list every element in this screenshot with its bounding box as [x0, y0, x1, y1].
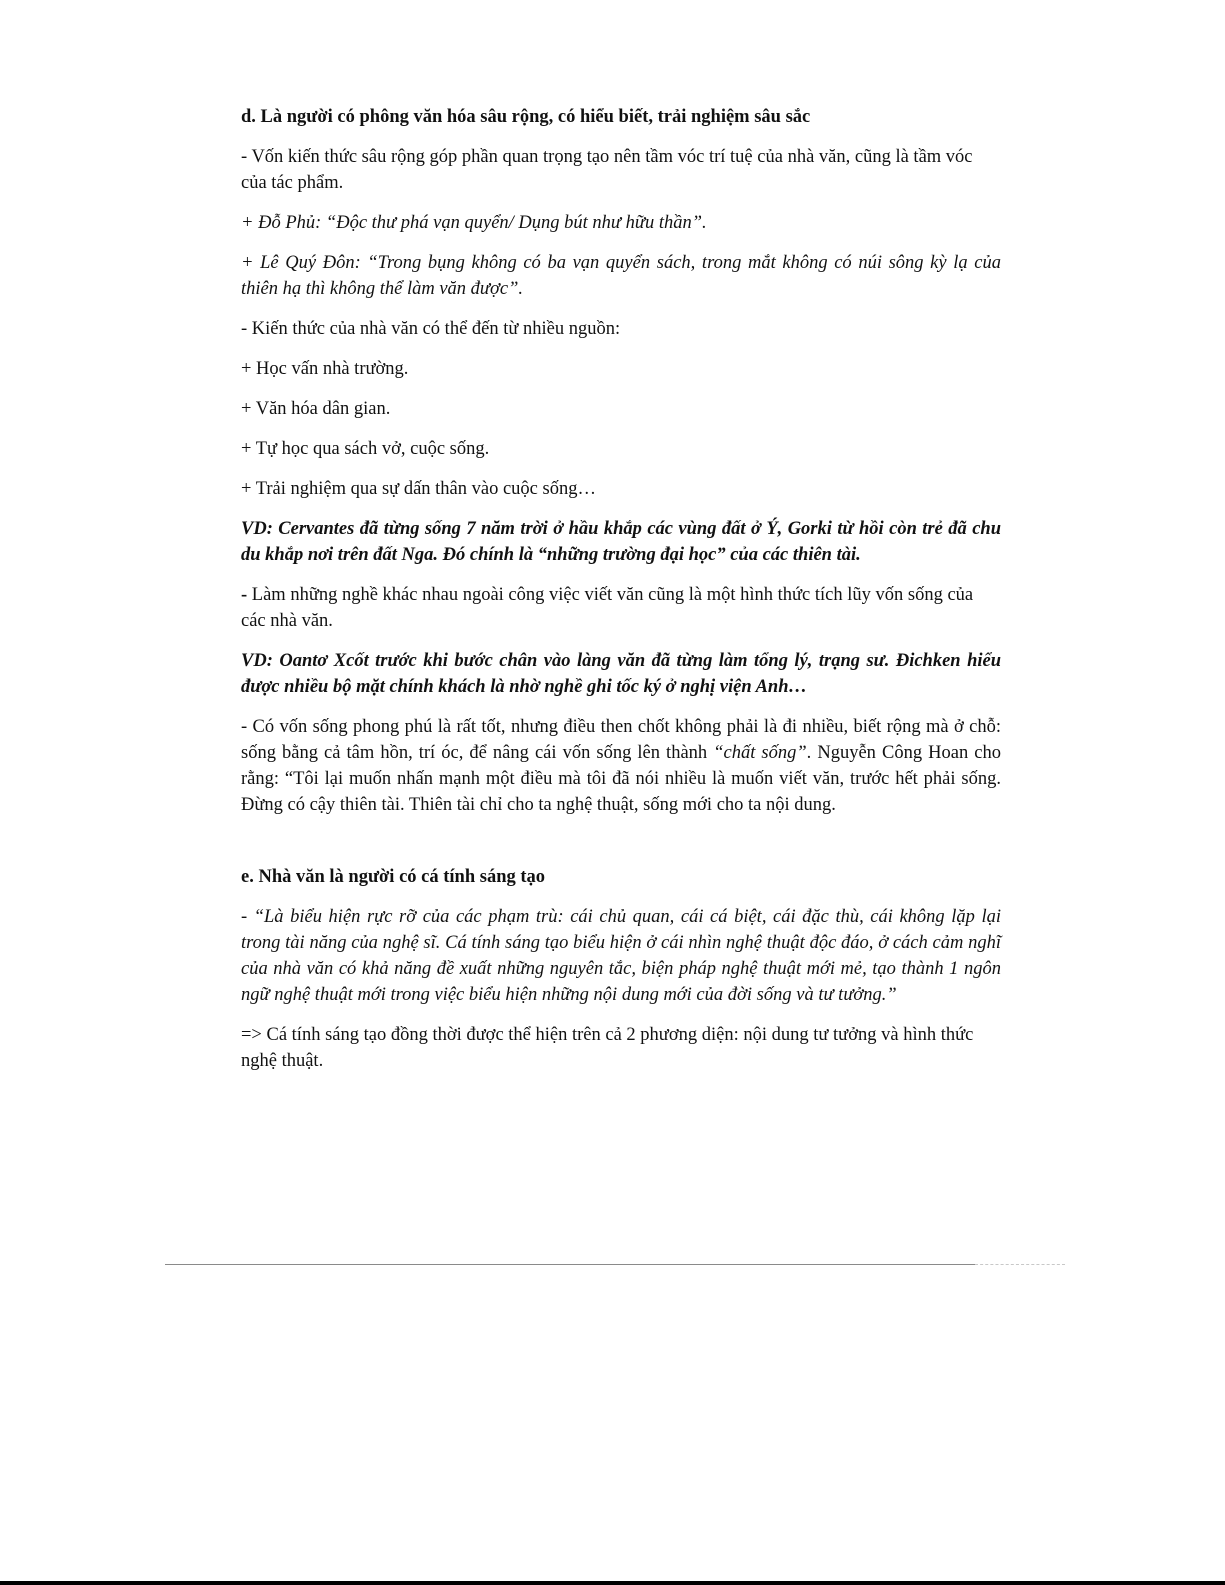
- section-d-paragraph-3: [241, 582, 1001, 634]
- example-oanto-xcot: VD: Oantơ Xcốt trước khi bước chân vào làng văn đã từng làm tổng lý, trạng sư. Đichken hiểu được nhiều bộ mặt chính khách là nhờ nghề ghi tốc ký ở nghị viện Anh…: [241, 651, 1001, 697]
- page-content: [241, 104, 1001, 1088]
- paragraph-3-text: Làm những nghề khác nhau ngoài công việc viết văn cũng là một hình thức tích lũy vốn sống của các nhà văn.: [241, 585, 974, 631]
- quote-le-quy-don: + Lê Quý Đôn: “Trong bụng không có ba vạn quyển sách, trong mắt không có núi sông kỳ lạ của thiên hạ thì không thể làm văn được”.: [241, 253, 1001, 299]
- paragraph-4-start: - Có vốn sống phong phú là rất tốt, nhưng điều then chốt không phải là đi nhiều, biết rộng mà ở chỗ: sống bằng cả tâm hồn, trí óc, để nâng cái vốn sống lên thành: [241, 717, 1001, 763]
- source-item: + Học vấn nhà trường.: [241, 359, 409, 379]
- source-item: + Văn hóa dân gian.: [241, 399, 391, 419]
- paragraph-3-dash: -: [241, 585, 248, 605]
- section-e-conclusion: => Cá tính sáng tạo đồng thời được thể hiện trên cả 2 phương diện: nội dung tư tưởng và hình thức nghệ thuật.: [241, 1025, 974, 1071]
- paragraph-4-italic: “chất sống”: [713, 743, 807, 763]
- page-divider: [165, 1264, 975, 1265]
- paragraph-4-end: . Nguyễn Công Hoan cho rằng: “Tôi lại muốn nhấn mạnh một điều mà tôi đã nói nhiều là muốn viết văn, trước hết phải sống. Đừng có cậy thiên tài. Thiên tài chỉ cho ta nghệ thuật, sống mới cho ta nội dung.: [241, 743, 1001, 815]
- section-e-heading: e. Nhà văn là người có cá tính sáng tạo: [241, 867, 546, 887]
- section-d-paragraph-2: - Kiến thức của nhà văn có thể đến từ nhiều nguồn:: [241, 319, 621, 339]
- quote-do-phu: + Đỗ Phủ: “Độc thư phá vạn quyển/ Dụng bút như hữu thần”.: [241, 213, 707, 233]
- section-d-heading: d. Là người có phông văn hóa sâu rộng, có hiểu biết, trải nghiệm sâu sắc: [241, 107, 811, 127]
- page-divider-tail: [975, 1264, 1065, 1265]
- example-cervantes: VD: Cervantes đã từng sống 7 năm trời ở hầu khắp các vùng đất ở Ý, Gorki từ hồi còn trẻ đã chu du khắp nơi trên đất Nga. Đó chính là “những trường đại học” của các thiên tài.: [241, 519, 1001, 565]
- section-d-paragraph-4: [241, 714, 1001, 818]
- bottom-edge-bar: [0, 1581, 1225, 1585]
- source-item: + Tự học qua sách vở, cuộc sống.: [241, 439, 490, 459]
- source-item: + Trải nghiệm qua sự dấn thân vào cuộc sống…: [241, 479, 596, 499]
- section-e-definition: - “Là biểu hiện rực rỡ của các phạm trù: cái chủ quan, cái cá biệt, cái đặc thù, cái không lặp lại trong tài năng của nghệ sĩ. Cá tính sáng tạo biểu hiện ở cái nhìn nghệ thuật độc đáo, ở cách cảm nghĩ của nhà văn có khả năng đề xuất những nguyên tắc, biện pháp nghệ thuật mới mẻ, tạo thành 1 ngôn ngữ nghệ thuật mới trong việc biểu hiện những nội dung mới của đời sống và tư tưởng.”: [241, 907, 1001, 1005]
- section-d-paragraph-1: - Vốn kiến thức sâu rộng góp phần quan trọng tạo nên tầm vóc trí tuệ của nhà văn, cũng là tầm vóc của tác phẩm.: [241, 147, 973, 193]
